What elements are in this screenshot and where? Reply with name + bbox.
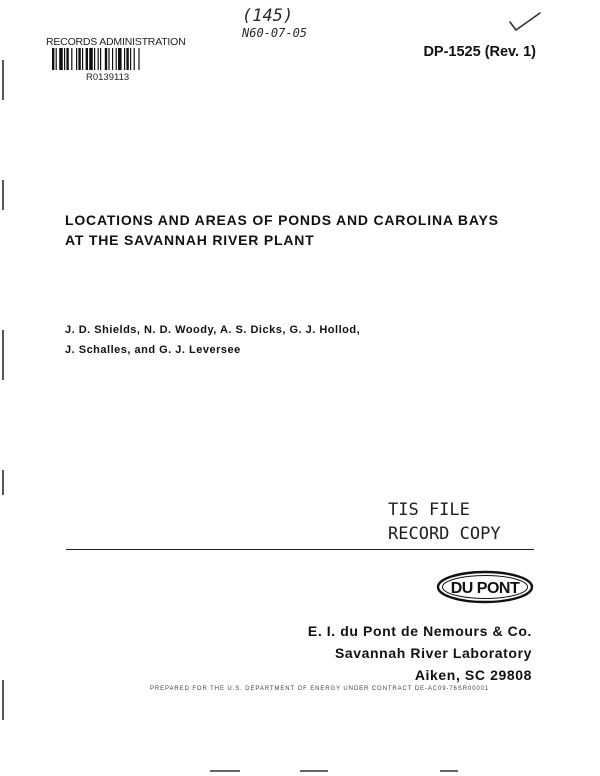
org-line-3: Aiken, SC 29808 — [414, 667, 532, 683]
tis-stamp-line-2: RECORD COPY — [388, 524, 501, 544]
records-stamp-id: R0139113 — [86, 72, 130, 83]
divider-rule — [66, 549, 534, 550]
title-line-2: AT THE SAVANNAH RIVER PLANT — [65, 232, 315, 248]
records-barcode — [52, 48, 168, 70]
scan-bottom-mark — [440, 770, 458, 772]
scan-edge-mark — [2, 60, 4, 100]
tis-record-stamp — [388, 498, 501, 546]
scan-edge-mark — [2, 470, 4, 495]
scan-bottom-mark — [300, 770, 328, 772]
records-stamp-label: RECORDS ADMINISTRATION — [46, 36, 186, 48]
org-line-1: E. I. du Pont de Nemours & Co. — [307, 623, 532, 639]
dupont-logo-text: DU PONT — [450, 580, 520, 597]
tis-stamp-line-1: TIS FILE — [388, 500, 470, 520]
authors-line-1: J. D. Shields, N. D. Woody, A. S. Dicks, G. J. Hollod, — [65, 324, 361, 336]
authors-line-2: J. Schalles, and G. J. Leversee — [65, 344, 241, 356]
scan-bottom-mark — [210, 770, 240, 772]
document-number: DP-1525 (Rev. 1) — [423, 44, 536, 60]
document-title — [65, 210, 499, 250]
handwritten-count: (145) — [242, 6, 294, 26]
handwritten-code: N60-07-05 — [242, 26, 308, 40]
scan-edge-mark — [2, 180, 4, 210]
title-line-1: LOCATIONS AND AREAS OF PONDS AND CAROLINA BAYS — [65, 212, 499, 228]
scan-edge-mark — [2, 680, 4, 720]
author-list — [65, 320, 360, 360]
dupont-logo — [436, 570, 534, 604]
org-line-2: Savannah River Laboratory — [334, 645, 532, 661]
organization-block — [308, 620, 532, 686]
check-mark-icon — [508, 10, 542, 34]
contract-note: PREPARED FOR THE U.S. DEPARTMENT OF ENERGY UNDER CONTRACT DE-AC09-76SR00001 — [150, 686, 490, 692]
scan-edge-mark — [2, 330, 4, 380]
